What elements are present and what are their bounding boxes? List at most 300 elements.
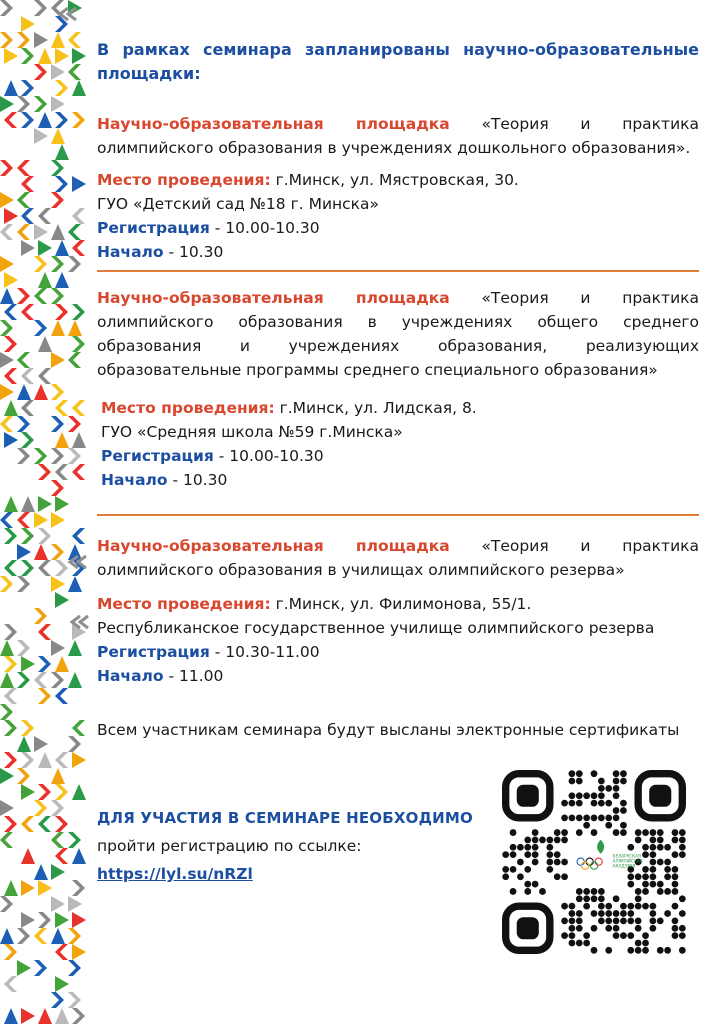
qr-module: [539, 837, 546, 844]
venue-title: [97, 112, 699, 160]
decorative-chevron: [21, 752, 34, 768]
qr-module: [591, 770, 598, 777]
qr-module: [664, 947, 671, 954]
qr-module: [569, 940, 576, 947]
qr-module: [510, 829, 517, 836]
decorative-chevron: [38, 688, 51, 704]
qr-module: [649, 859, 656, 866]
qr-module: [635, 829, 642, 836]
decorative-chevron: [0, 160, 13, 176]
decorative-chevron: [72, 880, 85, 896]
olympic-ring-icon: [586, 858, 593, 865]
decorative-chevron: [0, 0, 13, 16]
decorative-chevron: [34, 0, 47, 16]
decorative-chevron: [55, 144, 69, 160]
decorative-chevron: [55, 816, 68, 832]
decorative-chevron: [68, 352, 81, 368]
qr-module: [642, 888, 649, 895]
decorative-chevron: [72, 912, 86, 928]
decorative-chevron: [51, 480, 64, 496]
qr-module: [627, 873, 634, 880]
qr-module: [598, 778, 605, 785]
decorative-chevron: [38, 816, 51, 832]
decorative-chevron: [0, 928, 14, 944]
decorative-chevron: [4, 1008, 18, 1024]
qr-module: [598, 917, 605, 924]
decorative-chevron: [21, 112, 34, 128]
qr-module: [679, 932, 686, 939]
venue-start: [97, 664, 699, 688]
decorative-chevron: [51, 928, 65, 944]
qr-module: [627, 903, 634, 910]
decorative-chevron: [21, 304, 34, 320]
qr-module: [605, 917, 612, 924]
qr-module: [569, 917, 576, 924]
decorative-chevron: [68, 960, 81, 976]
qr-module: [605, 910, 612, 917]
qr-module: [598, 814, 605, 821]
qr-module: [591, 895, 598, 902]
decorative-chevron: [17, 512, 30, 528]
qr-module: [524, 881, 531, 888]
qr-module: [591, 829, 598, 836]
venue-block-2: [97, 286, 699, 492]
decorative-chevron: [72, 528, 85, 544]
registration-label: Регистрация: [101, 447, 214, 465]
qr-module: [620, 807, 627, 814]
qr-module: [613, 778, 620, 785]
qr-module: [591, 792, 598, 799]
decorative-chevron: [4, 560, 17, 576]
decorative-chevron: [51, 288, 64, 304]
decorative-chevron: [38, 752, 52, 768]
qr-module: [510, 866, 517, 873]
qr-module: [569, 932, 576, 939]
decorative-chevron: [0, 32, 13, 48]
qr-module: [532, 837, 539, 844]
decorative-chevron: [21, 48, 34, 64]
decorative-chevron: [34, 288, 47, 304]
decorative-chevron: [4, 720, 17, 736]
decorative-chevron: [34, 608, 47, 624]
decorative-chevron: [68, 640, 82, 656]
venue-place: [97, 592, 699, 616]
qr-module: [664, 866, 671, 873]
decorative-chevron: [0, 512, 13, 528]
start-label: Начало: [97, 667, 164, 685]
qr-module: [532, 859, 539, 866]
qr-module: [502, 866, 509, 873]
decorative-chevron: [72, 48, 86, 64]
start-value: - 10.30: [167, 471, 228, 489]
qr-module: [620, 829, 627, 836]
decorative-chevron: [68, 992, 81, 1008]
decorative-chevron: [72, 336, 85, 352]
place-value: г.Минск, ул. Филимонова, 55/1.: [270, 595, 532, 613]
decorative-chevron: [38, 336, 52, 352]
decorative-chevron: [17, 928, 30, 944]
qr-module: [642, 881, 649, 888]
venue-title: [97, 286, 699, 382]
qr-module: [598, 895, 605, 902]
decorative-chevron: [0, 352, 14, 368]
qr-module: [672, 917, 679, 924]
decorative-chevron: [17, 544, 31, 560]
registration-link[interactable]: https://lyl.su/nRZl: [97, 865, 253, 883]
decorative-chevron: [4, 80, 18, 96]
qr-module: [502, 851, 509, 858]
qr-module: [672, 873, 679, 880]
decorative-chevron: [4, 368, 17, 384]
decorative-chevron: [17, 224, 30, 240]
decorative-chevron: [21, 720, 34, 736]
decorative-chevron: [34, 128, 48, 144]
qr-module: [613, 925, 620, 932]
qr-module: [613, 829, 620, 836]
qr-finder-inner: [517, 785, 539, 807]
qr-module: [627, 910, 634, 917]
decorative-chevron: [72, 400, 85, 416]
decorative-chevron: [17, 352, 30, 368]
decorative-chevron: [55, 400, 68, 416]
decorative-chevron-border: [0, 0, 92, 1024]
decorative-chevron: [55, 176, 68, 192]
decorative-chevron: [51, 544, 64, 560]
start-label: Начало: [101, 471, 168, 489]
decorative-chevron: [68, 736, 81, 752]
decorative-chevron: [72, 304, 85, 320]
decorative-chevron: [51, 832, 64, 848]
certificates-note: Всем участникам семинара будут высланы электронные сертификаты: [97, 721, 680, 739]
venue-registration: [97, 216, 699, 240]
qr-module: [576, 800, 583, 807]
decorative-chevron: [72, 176, 86, 192]
qr-module: [635, 873, 642, 880]
venue-title-label: Научно-образовательная площадка: [97, 537, 450, 555]
decorative-chevron: [68, 64, 81, 80]
qr-module: [627, 932, 634, 939]
decorative-chevron: [72, 720, 85, 736]
decorative-chevron: [55, 432, 69, 448]
venue-block-1: [97, 112, 699, 264]
decorative-chevron: [17, 416, 30, 432]
qr-module: [576, 792, 583, 799]
decorative-chevron: [38, 48, 52, 64]
decorative-chevron: [55, 752, 68, 768]
qr-module: [517, 873, 524, 880]
qr-module: [561, 814, 568, 821]
decorative-chevron: [38, 560, 51, 576]
decorative-chevron: [21, 80, 34, 96]
qr-module: [664, 873, 671, 880]
qr-module: [613, 770, 620, 777]
decorative-chevron: [0, 256, 14, 272]
qr-module: [576, 778, 583, 785]
qr-module: [649, 837, 656, 844]
qr-module: [569, 910, 576, 917]
decorative-chevron: [4, 752, 17, 768]
qr-module: [546, 837, 553, 844]
qr-module: [576, 910, 583, 917]
qr-module: [576, 888, 583, 895]
decorative-chevron: [72, 848, 86, 864]
qr-module: [672, 837, 679, 844]
decorative-chevron: [34, 928, 47, 944]
qr-module: [591, 800, 598, 807]
qr-module: [502, 873, 509, 880]
qr-module: [664, 888, 671, 895]
decorative-chevron: [55, 272, 69, 288]
qr-module: [576, 814, 583, 821]
decorative-chevron: [0, 672, 14, 688]
decorative-chevron: [72, 1008, 85, 1024]
qr-module: [554, 829, 561, 836]
decorative-chevron: [21, 560, 34, 576]
decorative-chevron: [17, 160, 30, 176]
qr-module: [679, 925, 686, 932]
qr-module: [576, 829, 583, 836]
decorative-chevron: [51, 640, 65, 656]
venue-start: [97, 240, 699, 264]
venue-block-3: [97, 534, 699, 688]
qr-module: [635, 917, 642, 924]
qr-module: [591, 888, 598, 895]
decorative-chevron: [21, 208, 34, 224]
decorative-chevron: [34, 672, 47, 688]
cta-title: ДЛЯ УЧАСТИЯ В СЕМИНАРЕ НЕОБХОДИМО: [97, 809, 473, 827]
decorative-chevron: [51, 768, 65, 784]
decorative-chevron: [68, 832, 81, 848]
qr-module: [672, 932, 679, 939]
qr-module: [561, 837, 568, 844]
olympic-ring-icon: [582, 862, 589, 869]
qr-module: [620, 910, 627, 917]
qr-module: [554, 873, 561, 880]
intro-heading: В рамках семинара запланированы научно-образовательные площадки:: [97, 40, 699, 83]
decorative-chevron: [21, 496, 35, 512]
qr-module: [620, 778, 627, 785]
decorative-chevron: [51, 512, 65, 528]
logo-text-line: АКАДЭМІЯ: [612, 863, 636, 869]
qr-module: [554, 859, 561, 866]
registration-label: Регистрация: [97, 643, 210, 661]
decorative-chevron: [34, 736, 48, 752]
venue-place: [97, 396, 699, 420]
qr-module: [649, 829, 656, 836]
qr-module: [613, 785, 620, 792]
qr-module: [657, 837, 664, 844]
decorative-chevron: [51, 224, 65, 240]
qr-module: [627, 947, 634, 954]
olympic-ring-icon: [595, 858, 602, 865]
qr-module: [561, 859, 568, 866]
qr-module: [576, 770, 583, 777]
decorative-chevron: [68, 928, 81, 944]
decorative-chevron: [55, 464, 68, 480]
decorative-chevron: [0, 832, 13, 848]
decorative-chevron: [72, 784, 86, 800]
decorative-chevron: [17, 576, 30, 592]
decorative-chevron: [17, 640, 30, 656]
qr-module: [532, 844, 539, 851]
registration-value: - 10.00-10.30: [209, 219, 320, 237]
decorative-chevron: [4, 208, 18, 224]
qr-module: [546, 866, 553, 873]
decorative-chevron: [38, 624, 51, 640]
qr-module: [561, 917, 568, 924]
qr-module: [583, 888, 590, 895]
qr-module: [605, 925, 612, 932]
qr-module: [642, 932, 649, 939]
qr-module: [576, 940, 583, 947]
qr-module: [554, 851, 561, 858]
venue-start: [97, 468, 699, 492]
registration-value: - 10.00-10.30: [213, 447, 324, 465]
qr-module: [620, 770, 627, 777]
decorative-chevron: [21, 176, 34, 192]
decorative-chevron: [51, 416, 64, 432]
qr-module: [524, 844, 531, 851]
registration-qr-code[interactable]: [497, 770, 691, 954]
qr-module: [598, 903, 605, 910]
decorative-chevron: [51, 192, 64, 208]
qr-module: [642, 866, 649, 873]
decorative-chevron: [0, 96, 14, 112]
qr-module: [605, 947, 612, 954]
qr-module: [561, 873, 568, 880]
decorative-chevron: [0, 896, 13, 912]
decorative-chevron: [0, 320, 13, 336]
registration-value: - 10.30-11.00: [209, 643, 320, 661]
qr-module: [679, 851, 686, 858]
qr-module: [672, 925, 679, 932]
qr-module: [613, 895, 620, 902]
qr-module: [598, 800, 605, 807]
qr-module: [532, 851, 539, 858]
decorative-chevron: [68, 416, 81, 432]
decorative-chevron: [17, 736, 31, 752]
qr-module: [591, 910, 598, 917]
decorative-chevron: [21, 528, 34, 544]
decorative-chevron: [51, 160, 64, 176]
decorative-chevron: [51, 352, 65, 368]
decorative-chevron: [0, 224, 13, 240]
decorative-chevron: [38, 112, 52, 128]
qr-module: [679, 895, 686, 902]
decorative-chevron: [4, 272, 18, 288]
venue-title: [97, 534, 699, 582]
decorative-chevron: [17, 672, 30, 688]
venue-title-label: Научно-образовательная площадка: [97, 115, 450, 133]
qr-module: [561, 800, 568, 807]
decorative-chevron: [72, 752, 86, 768]
decorative-chevron: [55, 80, 68, 96]
qr-module: [613, 792, 620, 799]
place-label: Место проведения:: [97, 595, 271, 613]
qr-module: [605, 822, 612, 829]
decorative-chevron: [17, 288, 30, 304]
decorative-chevron: [51, 96, 65, 112]
decorative-chevron: [0, 416, 13, 432]
qr-module: [657, 844, 664, 851]
decorative-chevron: [0, 640, 14, 656]
qr-module: [613, 932, 620, 939]
decorative-chevron: [34, 96, 47, 112]
decorative-chevron: [55, 976, 69, 992]
qr-finder-inner: [517, 917, 539, 939]
qr-module: [598, 792, 605, 799]
decorative-chevron: [72, 240, 85, 256]
decorative-chevron: [55, 656, 69, 672]
place-label: Место проведения:: [101, 399, 275, 417]
qr-module: [620, 800, 627, 807]
qr-module: [642, 903, 649, 910]
qr-module: [635, 940, 642, 947]
decorative-chevron: [17, 96, 30, 112]
decorative-chevron: [55, 48, 69, 64]
decorative-chevron: [68, 576, 82, 592]
venue-title-text: «Теория и практика олимпийского образования в училищах олимпийского резерва»: [97, 537, 699, 579]
decorative-chevron: [4, 336, 17, 352]
decorative-chevron: [21, 848, 35, 864]
place-label: Место проведения:: [97, 171, 271, 189]
qr-module: [583, 895, 590, 902]
decorative-chevron: [55, 848, 68, 864]
decorative-chevron: [17, 448, 30, 464]
qr-module: [569, 925, 576, 932]
decorative-chevron: [38, 240, 52, 256]
decorative-chevron: [72, 80, 86, 96]
qr-module: [642, 844, 649, 851]
qr-module: [649, 844, 656, 851]
decorative-chevron: [17, 384, 31, 400]
decorative-chevron: [34, 960, 47, 976]
qr-module: [627, 844, 634, 851]
qr-module: [576, 925, 583, 932]
decorative-chevron: [4, 624, 17, 640]
logo-text-line: БЕЛАРУСКАЯ: [612, 853, 641, 859]
qr-module: [583, 932, 590, 939]
section-divider: [97, 270, 699, 272]
start-value: - 11.00: [163, 667, 224, 685]
qr-module: [561, 829, 568, 836]
qr-module: [524, 888, 531, 895]
decorative-chevron: [51, 320, 65, 336]
decorative-chevron: [51, 256, 64, 272]
decorative-chevron: [55, 304, 68, 320]
decorative-chevron: [34, 448, 47, 464]
decorative-chevron: [55, 1008, 69, 1024]
decorative-chevron: [34, 512, 48, 528]
qr-module: [591, 947, 598, 954]
decorative-chevron: [21, 400, 34, 416]
decorative-chevron: [4, 816, 17, 832]
qr-module: [657, 829, 664, 836]
venue-title-text: «Теория и практика олимпийского образования в учреждениях общего среднего образования и учреждениях образования, реализующих образовательные программы среднего специального образования»: [97, 289, 699, 379]
qr-module: [657, 888, 664, 895]
decorative-chevron: [72, 944, 86, 960]
decorative-chevron: [4, 48, 18, 64]
decorative-chevron: [51, 672, 64, 688]
decorative-chevron: [21, 656, 35, 672]
qr-module: [679, 837, 686, 844]
decorative-chevron: [21, 880, 35, 896]
qr-module: [657, 881, 664, 888]
registration-label: Регистрация: [97, 219, 210, 237]
qr-module: [649, 881, 656, 888]
venue-place: [97, 168, 699, 192]
qr-module: [642, 851, 649, 858]
